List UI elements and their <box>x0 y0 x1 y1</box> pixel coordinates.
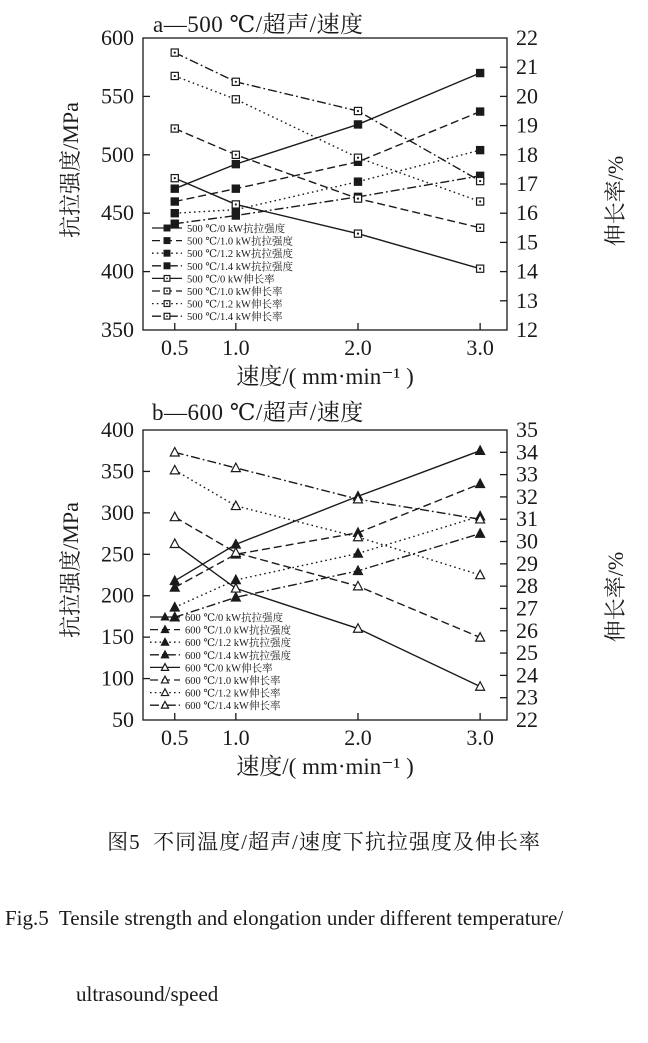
svg-text:14: 14 <box>516 258 538 284</box>
svg-text:30: 30 <box>516 528 538 554</box>
svg-text:600 ℃/0 kW抗拉强度: 600 ℃/0 kW抗拉强度 <box>185 613 284 624</box>
chart-a-canvas <box>0 0 648 392</box>
svg-text:25: 25 <box>516 640 538 666</box>
svg-text:27: 27 <box>516 595 538 621</box>
svg-text:24: 24 <box>516 662 538 688</box>
svg-text:600 ℃/1.0 kW抗拉强度: 600 ℃/1.0 kW抗拉强度 <box>185 625 291 637</box>
svg-text:28: 28 <box>516 573 538 599</box>
svg-text:23: 23 <box>516 684 538 710</box>
svg-text:100: 100 <box>101 665 134 691</box>
svg-text:22: 22 <box>516 25 538 50</box>
caption-en-line2: ultrasound/speed <box>76 982 219 1006</box>
svg-text:15: 15 <box>516 229 538 255</box>
svg-text:150: 150 <box>101 624 134 650</box>
chart-a-y-right-label: 伸长率/% <box>603 155 628 247</box>
svg-text:600 ℃/1.4 kW抗拉强度: 600 ℃/1.4 kW抗拉强度 <box>185 650 291 662</box>
svg-text:400: 400 <box>101 417 134 442</box>
chart-a-title: a—500 ℃/超声/速度 <box>153 12 364 37</box>
chart-b-canvas <box>0 392 648 790</box>
svg-text:3.0: 3.0 <box>466 725 494 750</box>
svg-text:350: 350 <box>101 317 134 342</box>
svg-text:500 ℃/1.0 kW伸长率: 500 ℃/1.0 kW伸长率 <box>187 287 283 298</box>
svg-text:2.0: 2.0 <box>344 725 372 750</box>
chart-b-title: b—600 ℃/超声/速度 <box>152 400 364 425</box>
svg-text:0.5: 0.5 <box>161 335 189 360</box>
svg-text:32: 32 <box>516 483 538 509</box>
svg-text:29: 29 <box>516 550 538 576</box>
chart-a <box>0 0 648 392</box>
svg-text:22: 22 <box>516 707 538 732</box>
svg-text:600 ℃/1.4 kW伸长率: 600 ℃/1.4 kW伸长率 <box>185 701 281 713</box>
svg-text:500: 500 <box>101 141 134 167</box>
svg-text:2.0: 2.0 <box>344 335 372 360</box>
svg-text:17: 17 <box>516 171 538 196</box>
svg-text:550: 550 <box>101 83 134 109</box>
svg-text:500 ℃/1.4 kW伸长率: 500 ℃/1.4 kW伸长率 <box>187 312 283 324</box>
svg-text:200: 200 <box>101 582 134 608</box>
svg-text:21: 21 <box>516 54 538 80</box>
svg-text:600 ℃/1.2 kW伸长率: 600 ℃/1.2 kW伸长率 <box>185 688 281 700</box>
svg-text:3.0: 3.0 <box>466 335 494 360</box>
svg-text:33: 33 <box>516 461 538 487</box>
svg-text:35: 35 <box>516 417 538 442</box>
svg-text:400: 400 <box>101 258 134 284</box>
svg-text:500 ℃/1.2 kW伸长率: 500 ℃/1.2 kW伸长率 <box>187 299 283 311</box>
svg-text:500 ℃/0 kW伸长率: 500 ℃/0 kW伸长率 <box>187 274 275 286</box>
svg-text:250: 250 <box>101 541 134 567</box>
svg-text:34: 34 <box>516 439 538 465</box>
svg-text:50: 50 <box>112 707 134 732</box>
svg-text:19: 19 <box>516 112 538 138</box>
svg-text:13: 13 <box>516 287 538 313</box>
chart-b-y-right-label: 伸长率/% <box>603 551 628 643</box>
svg-text:1.0: 1.0 <box>222 725 250 750</box>
svg-text:20: 20 <box>516 83 538 109</box>
chart-a-y-left-label: 抗拉强度/MPa <box>58 102 83 238</box>
svg-text:500 ℃/1.4 kW抗拉强度: 500 ℃/1.4 kW抗拉强度 <box>187 261 293 273</box>
svg-text:300: 300 <box>101 499 134 525</box>
svg-text:1.0: 1.0 <box>222 335 250 360</box>
svg-text:350: 350 <box>101 458 134 484</box>
svg-text:26: 26 <box>516 617 538 643</box>
svg-text:0.5: 0.5 <box>161 725 189 750</box>
svg-text:18: 18 <box>516 141 538 167</box>
figure-caption <box>0 790 648 1043</box>
svg-text:600 ℃/0 kW伸长率: 600 ℃/0 kW伸长率 <box>185 663 273 675</box>
caption-en-line1: Fig.5 Tensile strength and elongation under different temperature/ <box>5 906 564 930</box>
chart-b-y-left-label: 抗拉强度/MPa <box>58 502 83 638</box>
svg-text:31: 31 <box>516 506 538 532</box>
svg-text:16: 16 <box>516 200 538 226</box>
chart-a-x-label: 速度/( mm·min⁻¹ ) <box>236 364 414 389</box>
svg-text:450: 450 <box>101 200 134 226</box>
svg-text:600: 600 <box>101 25 134 50</box>
chart-b <box>0 392 648 790</box>
svg-text:500 ℃/1.2 kW抗拉强度: 500 ℃/1.2 kW抗拉强度 <box>187 249 293 261</box>
chart-b-x-label: 速度/( mm·min⁻¹ ) <box>236 754 414 779</box>
svg-text:600 ℃/1.2 kW抗拉强度: 600 ℃/1.2 kW抗拉强度 <box>185 638 291 650</box>
svg-text:12: 12 <box>516 317 538 342</box>
svg-text:500 ℃/0 kW抗拉强度: 500 ℃/0 kW抗拉强度 <box>187 224 286 235</box>
svg-text:500 ℃/1.0 kW抗拉强度: 500 ℃/1.0 kW抗拉强度 <box>187 236 293 248</box>
svg-text:600 ℃/1.0 kW伸长率: 600 ℃/1.0 kW伸长率 <box>185 676 281 687</box>
caption-zh: 图5 不同温度/超声/速度下抗拉强度及伸长率 <box>107 830 541 854</box>
